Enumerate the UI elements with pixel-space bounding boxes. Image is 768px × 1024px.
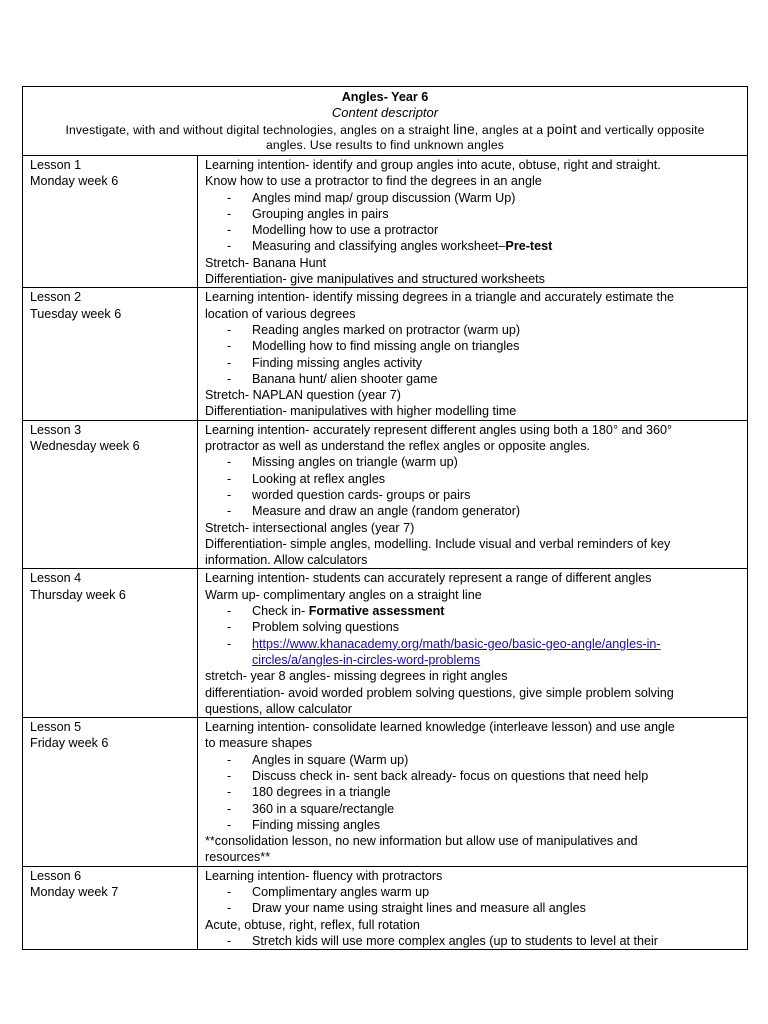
lesson-row xyxy=(23,569,748,718)
lesson-name: Lesson 3 xyxy=(30,422,82,437)
list-item: - Angles mind map/ group discussion (Warm Up) xyxy=(227,190,516,205)
lesson-day: Wednesday week 6 xyxy=(30,439,140,454)
learning-intention: Learning intention- consolidate learned knowledge (interleave lesson) and use angle xyxy=(205,720,675,735)
differentiation-line: Differentiation- simple angles, modelling. Include visual and verbal reminders of key xyxy=(205,536,671,551)
lesson-row xyxy=(23,288,748,420)
header-row xyxy=(23,87,748,156)
list-item: - Complimentary angles warm up xyxy=(227,885,430,900)
lesson-row xyxy=(23,156,748,288)
stretch-line: Stretch- NAPLAN question (year 7) xyxy=(205,388,401,403)
consolidation-note: **consolidation lesson, no new information but allow use of manipulatives and xyxy=(205,834,638,849)
list-item: - Stretch kids will use more complex angles (up to students to level at their xyxy=(227,933,658,948)
lesson-label-cell xyxy=(23,718,198,867)
list-item: - Measuring and classifying angles worksheet–Pre-test xyxy=(227,239,553,254)
list-item: - Finding missing angles activity xyxy=(227,355,423,370)
content-line: Acute, obtuse, right, reflex, full rotation xyxy=(205,917,420,932)
lesson-content-cell xyxy=(198,288,748,420)
formative-assessment-label: Formative assessment xyxy=(308,604,445,619)
list-item: - 180 degrees in a triangle xyxy=(227,785,391,800)
lesson-content-cell xyxy=(198,569,748,718)
lesson-content-cell xyxy=(198,718,748,867)
list-item: - worded question cards- groups or pairs xyxy=(227,487,471,502)
content-line: to measure shapes xyxy=(205,736,313,751)
content-line: location of various degrees xyxy=(205,306,356,321)
learning-intention: Learning intention- accurately represent different angles using both a 180° and 360° xyxy=(205,422,673,437)
list-item: - Measure and draw an angle (random generator) xyxy=(227,504,521,519)
lesson-label-cell xyxy=(23,866,198,949)
list-item: - Problem solving questions xyxy=(227,620,400,635)
learning-intention: Learning intention- identify and group angles into acute, obtuse, right and straight. xyxy=(205,158,661,172)
lesson-day: Friday week 6 xyxy=(30,736,109,751)
content-descriptor-label: Content descriptor xyxy=(331,105,439,121)
list-item[interactable]: - https://www.khanacademy.org/math/basic-geo/basic-geo-angle/angles-in- circles/a/angles-in-circles-word-problems xyxy=(205,636,741,669)
lesson-label-cell xyxy=(23,420,198,569)
content-descriptor-text: Investigate, with and without digital technologies, angles on a straight line, angles at a point and vertically opposite angles. Use results to find unknown angles xyxy=(65,121,705,152)
lesson-name: Lesson 4 xyxy=(30,571,82,586)
content-line: Warm up- complimentary angles on a straight line xyxy=(205,587,482,602)
list-item: - Missing angles on triangle (warm up) xyxy=(227,455,458,470)
list-item: - Discuss check in- sent back already- focus on questions that need help xyxy=(227,768,649,783)
stretch-line: Stretch- intersectional angles (year 7) xyxy=(205,520,415,535)
lesson-label-cell xyxy=(23,288,198,420)
document-title: Angles- Year 6 xyxy=(341,90,429,104)
list-item: - Looking at reflex angles xyxy=(227,471,386,486)
stretch-line: stretch- year 8 angles- missing degrees in right angles xyxy=(205,669,508,684)
list-item: - Check in- Formative assessment xyxy=(227,604,445,619)
list-item: - Grouping angles in pairs xyxy=(227,206,389,221)
differentiation-line: differentiation- avoid worded problem solving questions, give simple problem solving xyxy=(205,685,674,700)
lesson-name: Lesson 5 xyxy=(30,720,82,735)
list-item: - Reading angles marked on protractor (warm up) xyxy=(227,322,521,337)
lesson-day: Monday week 7 xyxy=(30,885,119,900)
lesson-name: Lesson 6 xyxy=(30,868,82,883)
learning-intention: Learning intention- identify missing degrees in a triangle and accurately estimate the xyxy=(205,290,675,305)
list-item: - Finding missing angles xyxy=(227,817,381,832)
lesson-plan-table xyxy=(22,86,748,950)
lesson-row xyxy=(23,420,748,569)
content-line: resources** xyxy=(205,850,271,865)
header-cell xyxy=(23,87,748,156)
lesson-plan-document xyxy=(22,86,747,950)
content-line: questions, allow calculator xyxy=(205,701,353,716)
lesson-name: Lesson 2 xyxy=(30,290,82,305)
differentiation-line: Differentiation- give manipulatives and structured worksheets xyxy=(205,272,545,287)
list-item: - Draw your name using straight lines and measure all angles xyxy=(227,901,586,916)
pre-test-label: Pre-test xyxy=(505,239,553,254)
list-item: - Modelling how to find missing angle on triangles xyxy=(227,339,520,354)
lesson-day: Tuesday week 6 xyxy=(30,306,122,321)
lesson-row xyxy=(23,866,748,949)
learning-intention: Learning intention- students can accurately represent a range of different angles xyxy=(205,571,652,586)
lesson-content-cell xyxy=(198,866,748,949)
lesson-content-cell xyxy=(198,156,748,288)
lesson-content-cell xyxy=(198,420,748,569)
lesson-name: Lesson 1 xyxy=(30,158,82,172)
content-line: Know how to use a protractor to find the degrees in an angle xyxy=(205,174,542,189)
lesson-day: Thursday week 6 xyxy=(30,587,126,602)
differentiation-line: Differentiation- manipulatives with higher modelling time xyxy=(205,404,517,419)
khan-academy-link[interactable]: https://www.khanacademy.org/math/basic-geo/basic-geo-angle/angles-in- circles/a/angles-in-circles-word-problems xyxy=(252,636,661,667)
lesson-label-cell xyxy=(23,156,198,288)
lesson-label-cell xyxy=(23,569,198,718)
content-line: protractor as well as understand the reflex angles or opposite angles. xyxy=(205,439,591,454)
list-item: - Banana hunt/ alien shooter game xyxy=(227,371,438,386)
learning-intention: Learning intention- fluency with protractors xyxy=(205,868,443,883)
lesson-row xyxy=(23,718,748,867)
stretch-line: Stretch- Banana Hunt xyxy=(205,255,327,270)
content-line: information. Allow calculators xyxy=(205,553,368,568)
lesson-day: Monday week 6 xyxy=(30,174,119,189)
list-item: - Angles in square (Warm up) xyxy=(227,752,409,767)
list-item: - Modelling how to use a protractor xyxy=(227,223,439,238)
list-item: - 360 in a square/rectangle xyxy=(227,801,395,816)
